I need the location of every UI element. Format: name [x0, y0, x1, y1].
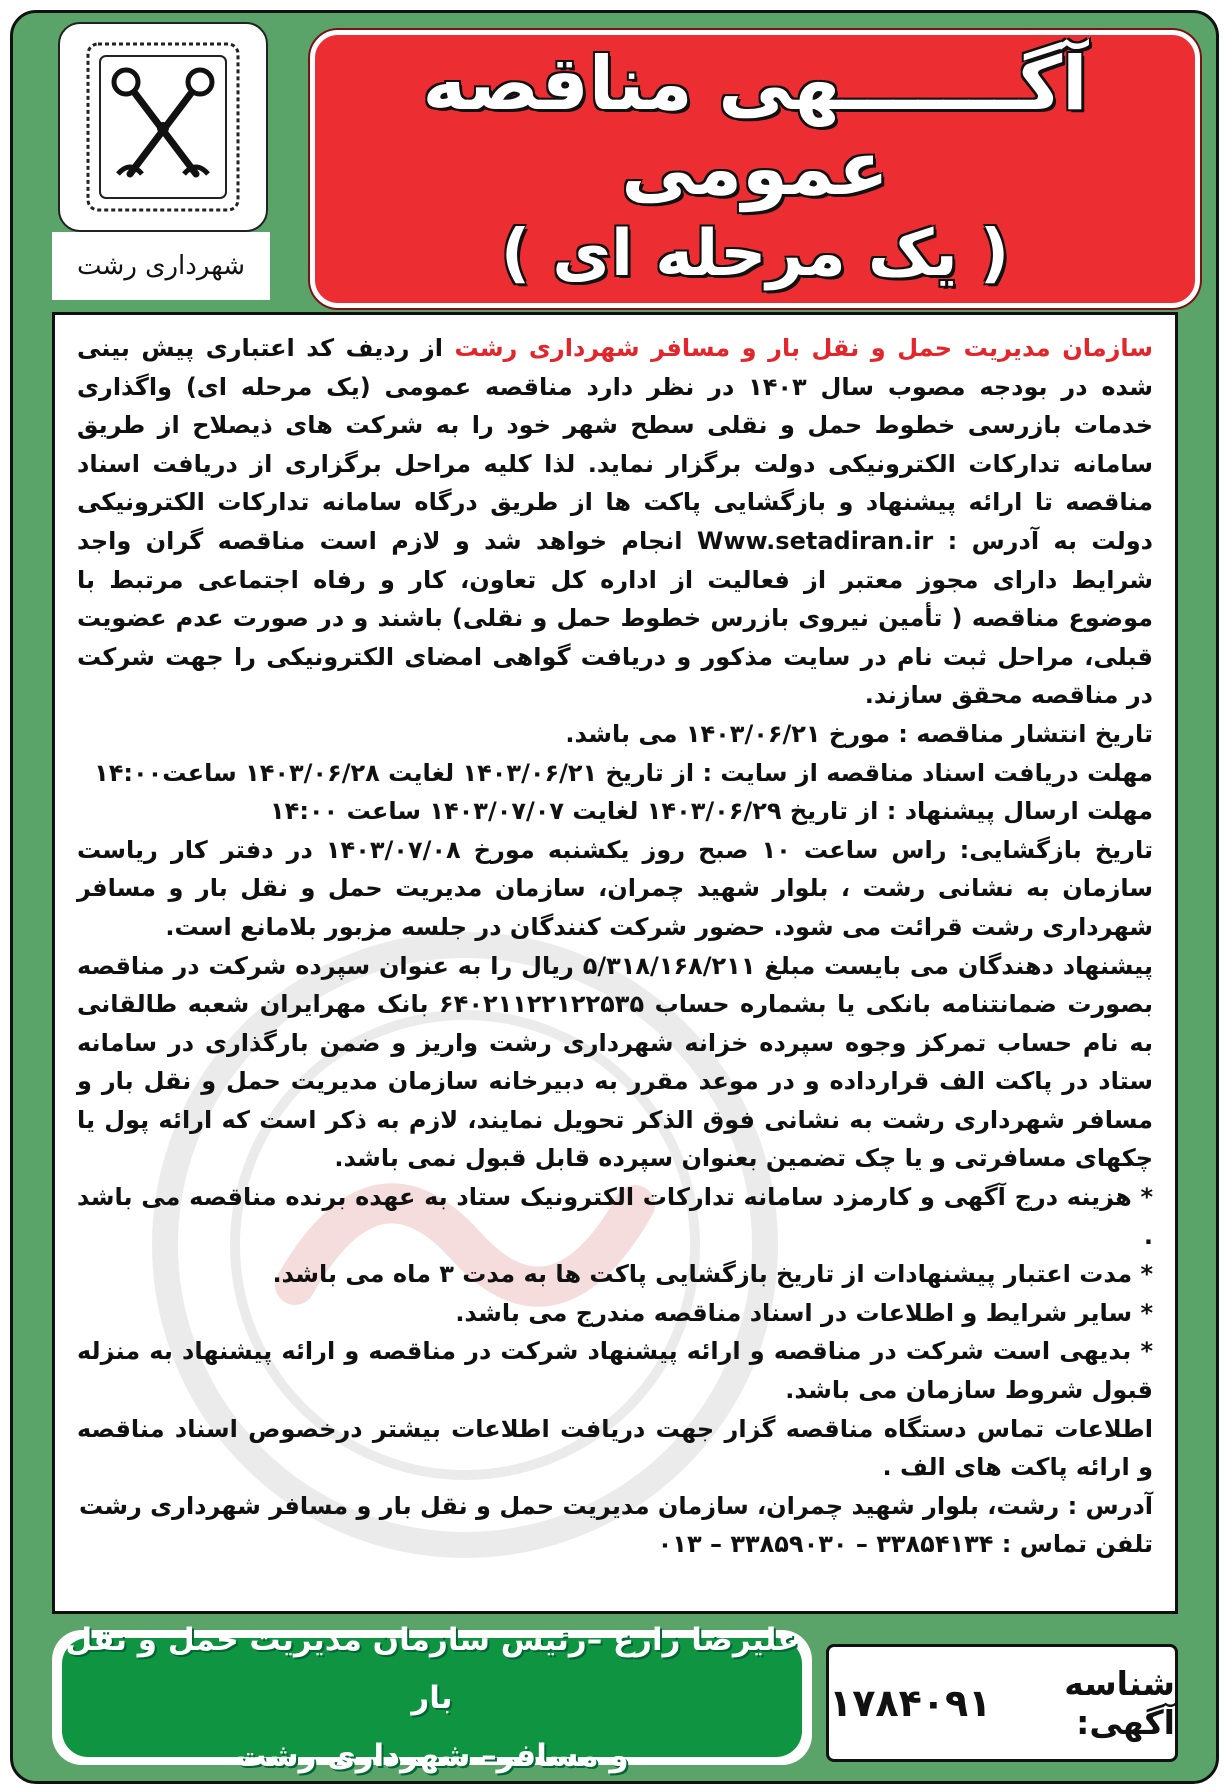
announcement-subtitle: ( یک مرحله ای ) [500, 216, 1010, 291]
announcement-title-panel [310, 30, 1200, 308]
ad-id-box [826, 1644, 1178, 1762]
note-item: * مدت اعتبار پیشنهادات از تاریخ بازگشایی پاکت ها به مدت ۳ ماه می باشد. [272, 1260, 1153, 1289]
documents-deadline: مهلت دریافت اسناد مناقصه از سایت : از تاریخ ۱۴۰۳/۰۶/۲۱ لغایت ۱۴۰۳/۰۶/۲۸ ساعت۱۴:۰۰ [94, 758, 1153, 787]
organization-name: سازمان مدیریت حمل و نقل بار و مسافر شهرداری رشت [454, 334, 1153, 362]
announcement-title: آگـــــــهی مناقصه عمومی [422, 41, 1088, 213]
municipality-logo [58, 22, 268, 232]
signature-line-2: و مسافر– شهرداری رشت [235, 1737, 629, 1774]
intro-text: از ردیف کد اعتباری پیش بینی شده در بودجه مصوب سال ۱۴۰۳ در نظر دارد مناقصه عمومی (یک مرحله ای) واگذاری خدمات بازرسی خطوط حمل و نقلی سطح شهر خود را به شرکت های ذیصلاح از طریق سامانه تدارکات الکترونیکی دولت برگزار نماید. لذا کلیه مراحل برگزاری از دریافت اسناد مناقصه تا ارائه پیشنهاد و بازگشایی پاکت ها از طریق درگاه سامانه تدارکات الکترونیکی دولت به آدرس : Www.setadiran.ir انجام خواهد شد و لازم است مناقصه گران واجد شرایط دارای مجوز معتبر از فعالیت از اداره کل تعاون، کار و رفاه اجتماعی مرتبط با موضوع مناقصه ( تأمین نیروی بازرس خطوط حمل و نقلی) باشند و در صورت عدم عضویت قبلی، مراحل ثبت نام در سایت مذکور و دریافت گواهی امضای الکترونیکی را جهت شرکت در مناقصه محقق سازند. [77, 334, 1153, 710]
signature-box [62, 1621, 802, 1774]
ad-id-value: ۱۷۸۴۰۹۱ [829, 1681, 992, 1725]
note-item: * بدیهی است شرکت در مناقصه و ارائه پیشنهاد شرکت در مناقصه و ارائه پیشنهاد به منزله قبول شروط سازمان می باشد. [77, 1337, 1153, 1405]
note-item: * سایر شرایط و اطلاعات در اسناد مناقصه مندرج می باشد. [455, 1298, 1153, 1327]
contact-phone: تلفن تماس : ۳۳۸۵۴۱۳۴ – ۳۳۸۵۹۰۳۰ – ۰۱۳ [657, 1530, 1153, 1559]
municipality-name: شهرداری رشت [52, 232, 270, 300]
signature-panel [52, 1621, 812, 1774]
intro-paragraph [77, 329, 1153, 715]
bid-deadline: مهلت ارسال پیشنهاد : از تاریخ ۱۴۰۳/۰۶/۲۹ لغایت ۱۴۰۳/۰۷/۰۷ ساعت ۱۴:۰۰ [270, 797, 1153, 826]
ad-id-label: شناسه آگهی: [1064, 1664, 1175, 1742]
deposit-info: پیشنهاد دهندگان می بایست مبلغ ۵/۳۱۸/۱۶۸/۲۱۱ ریال را به عنوان سپرده شرکت در مناقصه بصورت ضمانتنامه بانکی یا بشماره حساب ۶۴۰۲۱۱۲۲۱۲۲۵۳۵ بانک مهرایران شعبه طالقانی به نام حساب تمرکز وجوه سپرده خزانه شهرداری رشت واریز و ضمن بارگذاری در سامانه ستاد در پاکت الف قرارداده و در موعد مقرر به دبیرخانه سازمان مدیریت حمل و نقل بار و مسافر شهرداری رشت به نشانی فوق الذکر تحویل نمایند، لازم به ذکر است که ارائه پول یا چکهای مسافرتی و یا چک تضمین بعنوان سپرده قابل قبول نمی باشد. [77, 951, 1153, 1173]
signature-line-1: علیرضا زارع –رئیس سازمان مدیریت حمل و نقل بار [65, 1621, 799, 1716]
opening-info: تاریخ بازگشایی: راس ساعت ۱۰ صبح روز یکشنبه مورخ ۱۴۰۳/۰۷/۰۸ در دفتر کار ریاست سازمان به نشانی رشت ، بلوار شهید چمران، سازمان مدیریت حمل و نقل بار و مسافر شهرداری رشت قرائت می شود. حضور شرکت کنندگان در جلسه مزبور بلامانع است. [77, 835, 1154, 941]
publish-date: تاریخ انتشار مناقصه : مورخ ۱۴۰۳/۰۶/۲۱ می باشد. [565, 719, 1153, 748]
note-item: * هزینه درج آگهی و کارمزد سامانه تدارکات الکترونیک ستاد به عهده برنده مناقصه می باشد . [77, 1183, 1153, 1250]
announcement-body [52, 312, 1178, 1614]
contact-intro: اطلاعات تماس دستگاه مناقصه گزار جهت دریافت اطلاعات بیشتر درخصوص اسناد مناقصه و ارائه پاکت های الف . [77, 1414, 1153, 1482]
contact-address: آدرس : رشت، بلوار شهید چمران، سازمان مدیریت حمل و نقل بار و مسافر شهرداری رشت [78, 1491, 1153, 1520]
announcement-text [55, 315, 1175, 1564]
crossed-emblem-icon [60, 24, 266, 230]
